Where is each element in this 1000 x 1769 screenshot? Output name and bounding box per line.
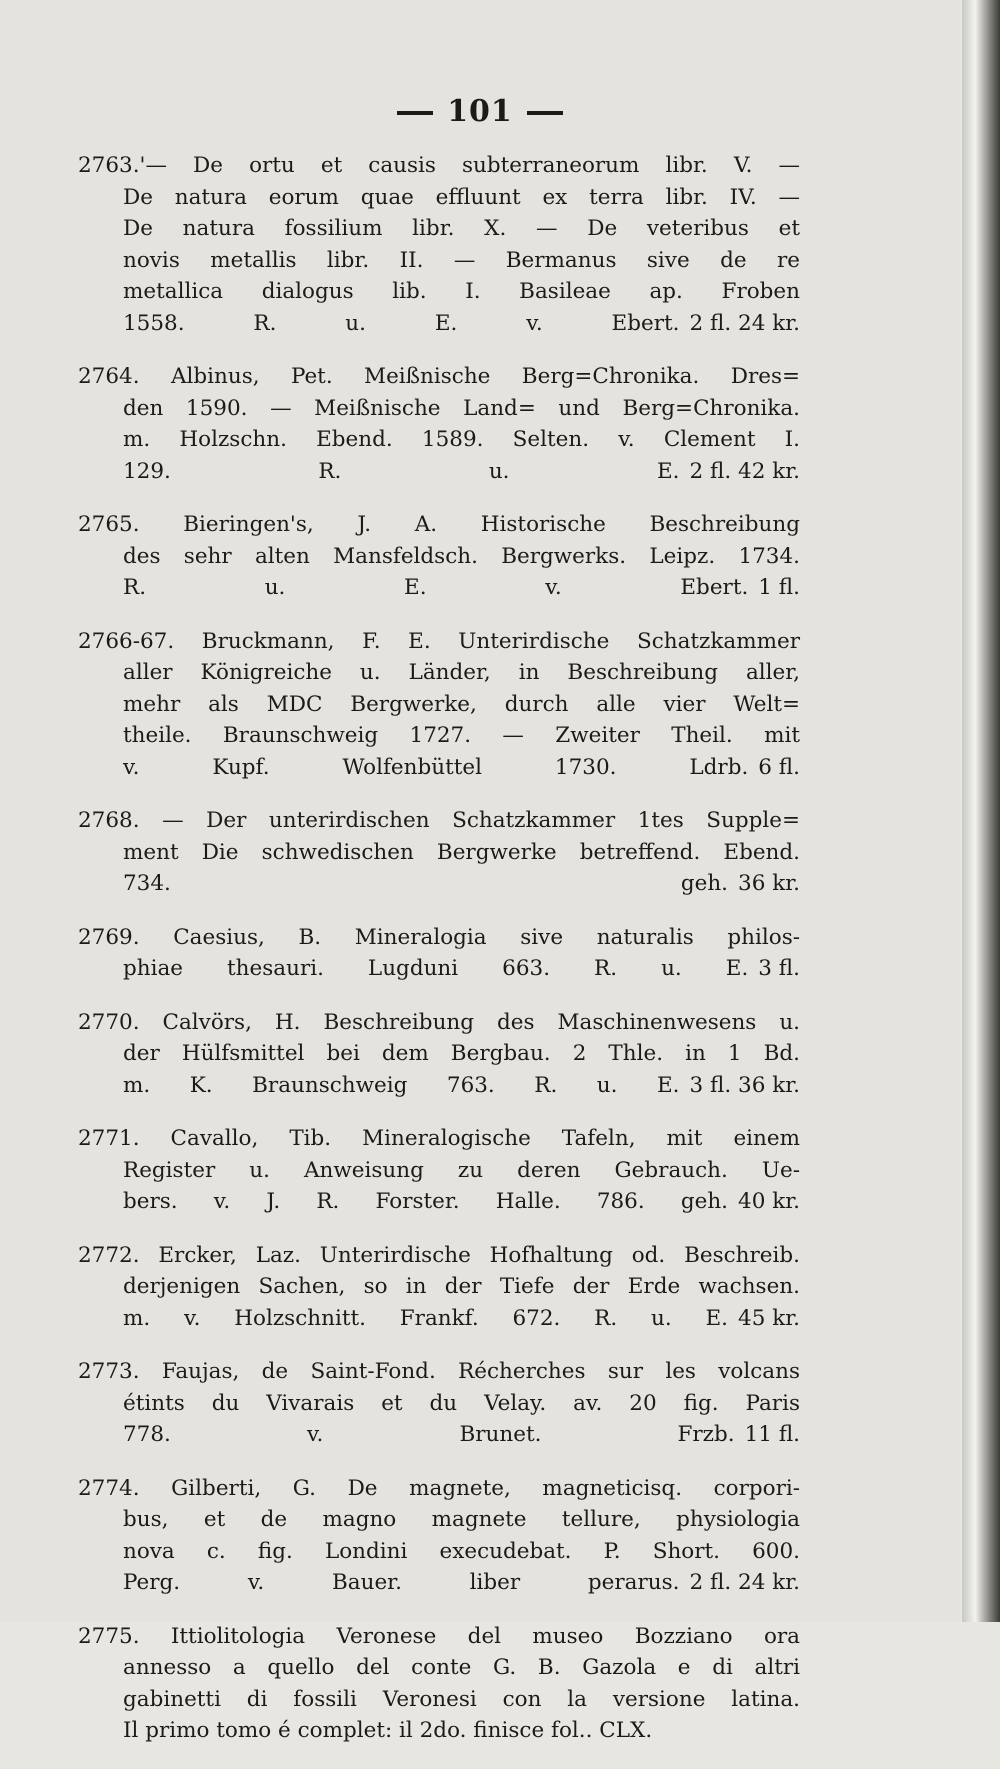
entry-line-text: theile. Braunschweig 1727. — Zweiter Theil. mit bbox=[123, 723, 800, 748]
catalog-entry bbox=[78, 805, 800, 900]
catalog-entry bbox=[78, 1473, 800, 1599]
entry-line-text: nova c. fig. Londini execudebat. P. Short. 600. bbox=[123, 1538, 800, 1564]
entry-line-text: derjenigen Sachen, so in der Tiefe der Erde wachsen. bbox=[123, 1274, 800, 1299]
entry-line-text: des sehr alten Mansfeldsch. Bergwerks. Leipz. 1734. bbox=[123, 543, 800, 569]
catalog-entry bbox=[78, 1356, 800, 1451]
entry-line bbox=[78, 1652, 800, 1684]
entry-line bbox=[78, 150, 800, 182]
header-dash-left bbox=[397, 111, 433, 115]
entry-line-text: mehr als MDC Bergwerke, durch alle vier Welt= bbox=[123, 691, 800, 717]
entry-line-text: Perg. v. Bauer. liber perarus. bbox=[123, 1570, 680, 1595]
entry-line bbox=[78, 1715, 800, 1747]
entry-line bbox=[78, 361, 800, 393]
entry-line-text: 2773. Faujas, de Saint-Fond. Récherches sur les volcans bbox=[78, 1359, 800, 1384]
catalog-entry bbox=[78, 1007, 800, 1102]
entry-line-text: R. u. E. v. Ebert. bbox=[123, 575, 749, 600]
entry-price: 45 kr. bbox=[738, 1305, 800, 1331]
entry-line bbox=[78, 1621, 800, 1653]
entry-line-text: gabinetti di fossili Veronesi con la versione latina. bbox=[123, 1686, 800, 1712]
entry-line-text: aller Königreiche u. Länder, in Beschreibung aller, bbox=[123, 660, 800, 685]
entry-line-text: metallica dialogus lib. I. Basileae ap. Froben bbox=[123, 279, 800, 304]
entry-line bbox=[78, 308, 800, 340]
entry-line-text: 778. v. Brunet. Frzb. bbox=[123, 1422, 735, 1447]
entry-line-text: novis metallis libr. II. — Bermanus sive de re bbox=[123, 247, 800, 273]
entry-line-text: annesso a quello del conte G. B. Gazola e di altri bbox=[123, 1655, 800, 1680]
entry-line bbox=[78, 393, 800, 425]
entry-line bbox=[78, 657, 800, 689]
catalog-entry bbox=[78, 509, 800, 604]
entry-line bbox=[78, 1186, 800, 1218]
entry-line bbox=[78, 752, 800, 784]
entry-line-text: bus, et de magno magnete tellure, physiologia bbox=[123, 1507, 800, 1532]
entry-line bbox=[78, 1388, 800, 1420]
entry-line bbox=[78, 1536, 800, 1568]
catalog-entries bbox=[78, 150, 800, 1769]
entry-line bbox=[78, 868, 800, 900]
entry-line bbox=[78, 182, 800, 214]
entry-price: 3 fl. 36 kr. bbox=[689, 1072, 800, 1098]
entry-line bbox=[78, 1473, 800, 1505]
entry-price: 2 fl. 24 kr. bbox=[689, 1570, 800, 1595]
entry-line-text: ment Die schwedischen Bergwerke betreffend. Ebend. bbox=[123, 839, 800, 865]
entry-line-text: 2763.'— De ortu et causis subterraneorum libr. V. — bbox=[78, 153, 800, 178]
entry-line-text: 2771. Cavallo, Tib. Mineralogische Tafeln, mit einem bbox=[78, 1126, 800, 1151]
page-number: 101 bbox=[447, 94, 513, 129]
entry-line bbox=[78, 626, 800, 658]
entry-line bbox=[78, 805, 800, 837]
catalog-entry bbox=[78, 1123, 800, 1218]
entry-line bbox=[78, 1303, 800, 1335]
entry-line-text: 2769. Caesius, B. Mineralogia sive naturalis philos- bbox=[78, 924, 800, 950]
header-dash-right bbox=[527, 111, 563, 115]
entry-price: 11 fl. bbox=[744, 1422, 800, 1447]
page-header bbox=[0, 94, 960, 129]
entry-line bbox=[78, 1123, 800, 1155]
catalog-entry bbox=[78, 626, 800, 784]
entry-line-text: 2775. Ittiolitologia Veronese del museo Bozziano ora bbox=[78, 1623, 800, 1649]
entry-line-text: De natura fossilium libr. X. — De veteribus et bbox=[123, 216, 800, 241]
entry-price: 6 fl. bbox=[758, 754, 800, 780]
entry-line bbox=[78, 1419, 800, 1451]
entry-line-text: der Hülfsmittel bei dem Bergbau. 2 Thle. in 1 Bd. bbox=[123, 1041, 800, 1066]
entry-line bbox=[78, 953, 800, 985]
entry-line bbox=[78, 572, 800, 604]
entry-line-text: v. Kupf. Wolfenbüttel 1730. Ldrb. bbox=[123, 754, 749, 780]
entry-line-text: 2772. Ercker, Laz. Unterirdische Hofhaltung od. Beschreib. bbox=[78, 1242, 800, 1268]
entry-line bbox=[78, 1271, 800, 1303]
entry-line bbox=[78, 456, 800, 488]
entry-line bbox=[78, 276, 800, 308]
catalog-entry bbox=[78, 922, 800, 985]
entry-line-text: m. Holzschn. Ebend. 1589. Selten. v. Clement I. bbox=[123, 427, 800, 452]
entry-line-text: 129. R. u. E. bbox=[123, 458, 680, 484]
entry-price: 36 kr. bbox=[738, 871, 800, 896]
entry-line-text: 1558. R. u. E. v. Ebert. bbox=[123, 310, 680, 336]
entry-line bbox=[78, 1155, 800, 1187]
entry-price: 40 kr. bbox=[738, 1189, 800, 1214]
entry-line bbox=[78, 1567, 800, 1599]
book-binding-edge bbox=[962, 0, 1000, 1622]
entry-line bbox=[78, 1684, 800, 1716]
catalog-entry bbox=[78, 150, 800, 339]
entry-line-text: 2766-67. Bruckmann, F. E. Unterirdische Schatzkammer bbox=[78, 628, 800, 654]
entry-line-text: m. v. Holzschnitt. Frankf. 672. R. u. E. bbox=[123, 1305, 729, 1331]
entry-line bbox=[78, 213, 800, 245]
catalog-entry bbox=[78, 1240, 800, 1335]
entry-price: 3 fl. bbox=[758, 956, 800, 981]
entry-line bbox=[78, 1504, 800, 1536]
entry-line-text: m. K. Braunschweig 763. R. u. E. bbox=[123, 1072, 680, 1098]
entry-line-text: 2770. Calvörs, H. Beschreibung des Maschinenwesens u. bbox=[78, 1009, 800, 1035]
entry-line bbox=[78, 245, 800, 277]
entry-line bbox=[78, 1356, 800, 1388]
entry-price: 2 fl. 24 kr. bbox=[689, 310, 800, 336]
entry-line bbox=[78, 1070, 800, 1102]
entry-line-text: 734. geh. bbox=[123, 871, 729, 896]
entry-line-text: den 1590. — Meißnische Land= und Berg=Chronika. bbox=[123, 395, 800, 421]
entry-line bbox=[78, 837, 800, 869]
catalog-entry bbox=[78, 1621, 800, 1747]
entry-line-text: phiae thesauri. Lugduni 663. R. u. E. bbox=[123, 956, 749, 981]
entry-line bbox=[78, 689, 800, 721]
entry-line-text: 2774. Gilberti, G. De magnete, magneticisq. corpori- bbox=[78, 1475, 800, 1501]
entry-line-text: 2764. Albinus, Pet. Meißnische Berg=Chronika. Dres= bbox=[78, 364, 800, 389]
entry-line-text: étints du Vivarais et du Velay. av. 20 fig. Paris bbox=[123, 1390, 800, 1416]
entry-line bbox=[78, 1007, 800, 1039]
entry-line bbox=[78, 424, 800, 456]
entry-price: 1 fl. bbox=[758, 575, 800, 600]
entry-line-text: 2765. Bieringen's, J. A. Historische Beschreibung bbox=[78, 512, 800, 537]
entry-line-text: bers. v. J. R. Forster. Halle. 786. geh. bbox=[123, 1189, 729, 1214]
entry-line bbox=[78, 509, 800, 541]
entry-line-text: Register u. Anweisung zu deren Gebrauch. Ue- bbox=[123, 1157, 800, 1183]
catalog-entry bbox=[78, 361, 800, 487]
entry-line-text: 2768. — Der unterirdischen Schatzkammer 1tes Supple= bbox=[78, 808, 800, 833]
entry-line bbox=[78, 720, 800, 752]
entry-line-text: Il primo tomo é complet: il 2do. finisce fol.. CLX. bbox=[123, 1718, 653, 1743]
entry-line-text: De natura eorum quae effluunt ex terra libr. IV. — bbox=[123, 184, 800, 210]
entry-line bbox=[78, 1240, 800, 1272]
entry-line bbox=[78, 922, 800, 954]
entry-price: 2 fl. 42 kr. bbox=[689, 458, 800, 484]
entry-line bbox=[78, 541, 800, 573]
entry-line bbox=[78, 1038, 800, 1070]
